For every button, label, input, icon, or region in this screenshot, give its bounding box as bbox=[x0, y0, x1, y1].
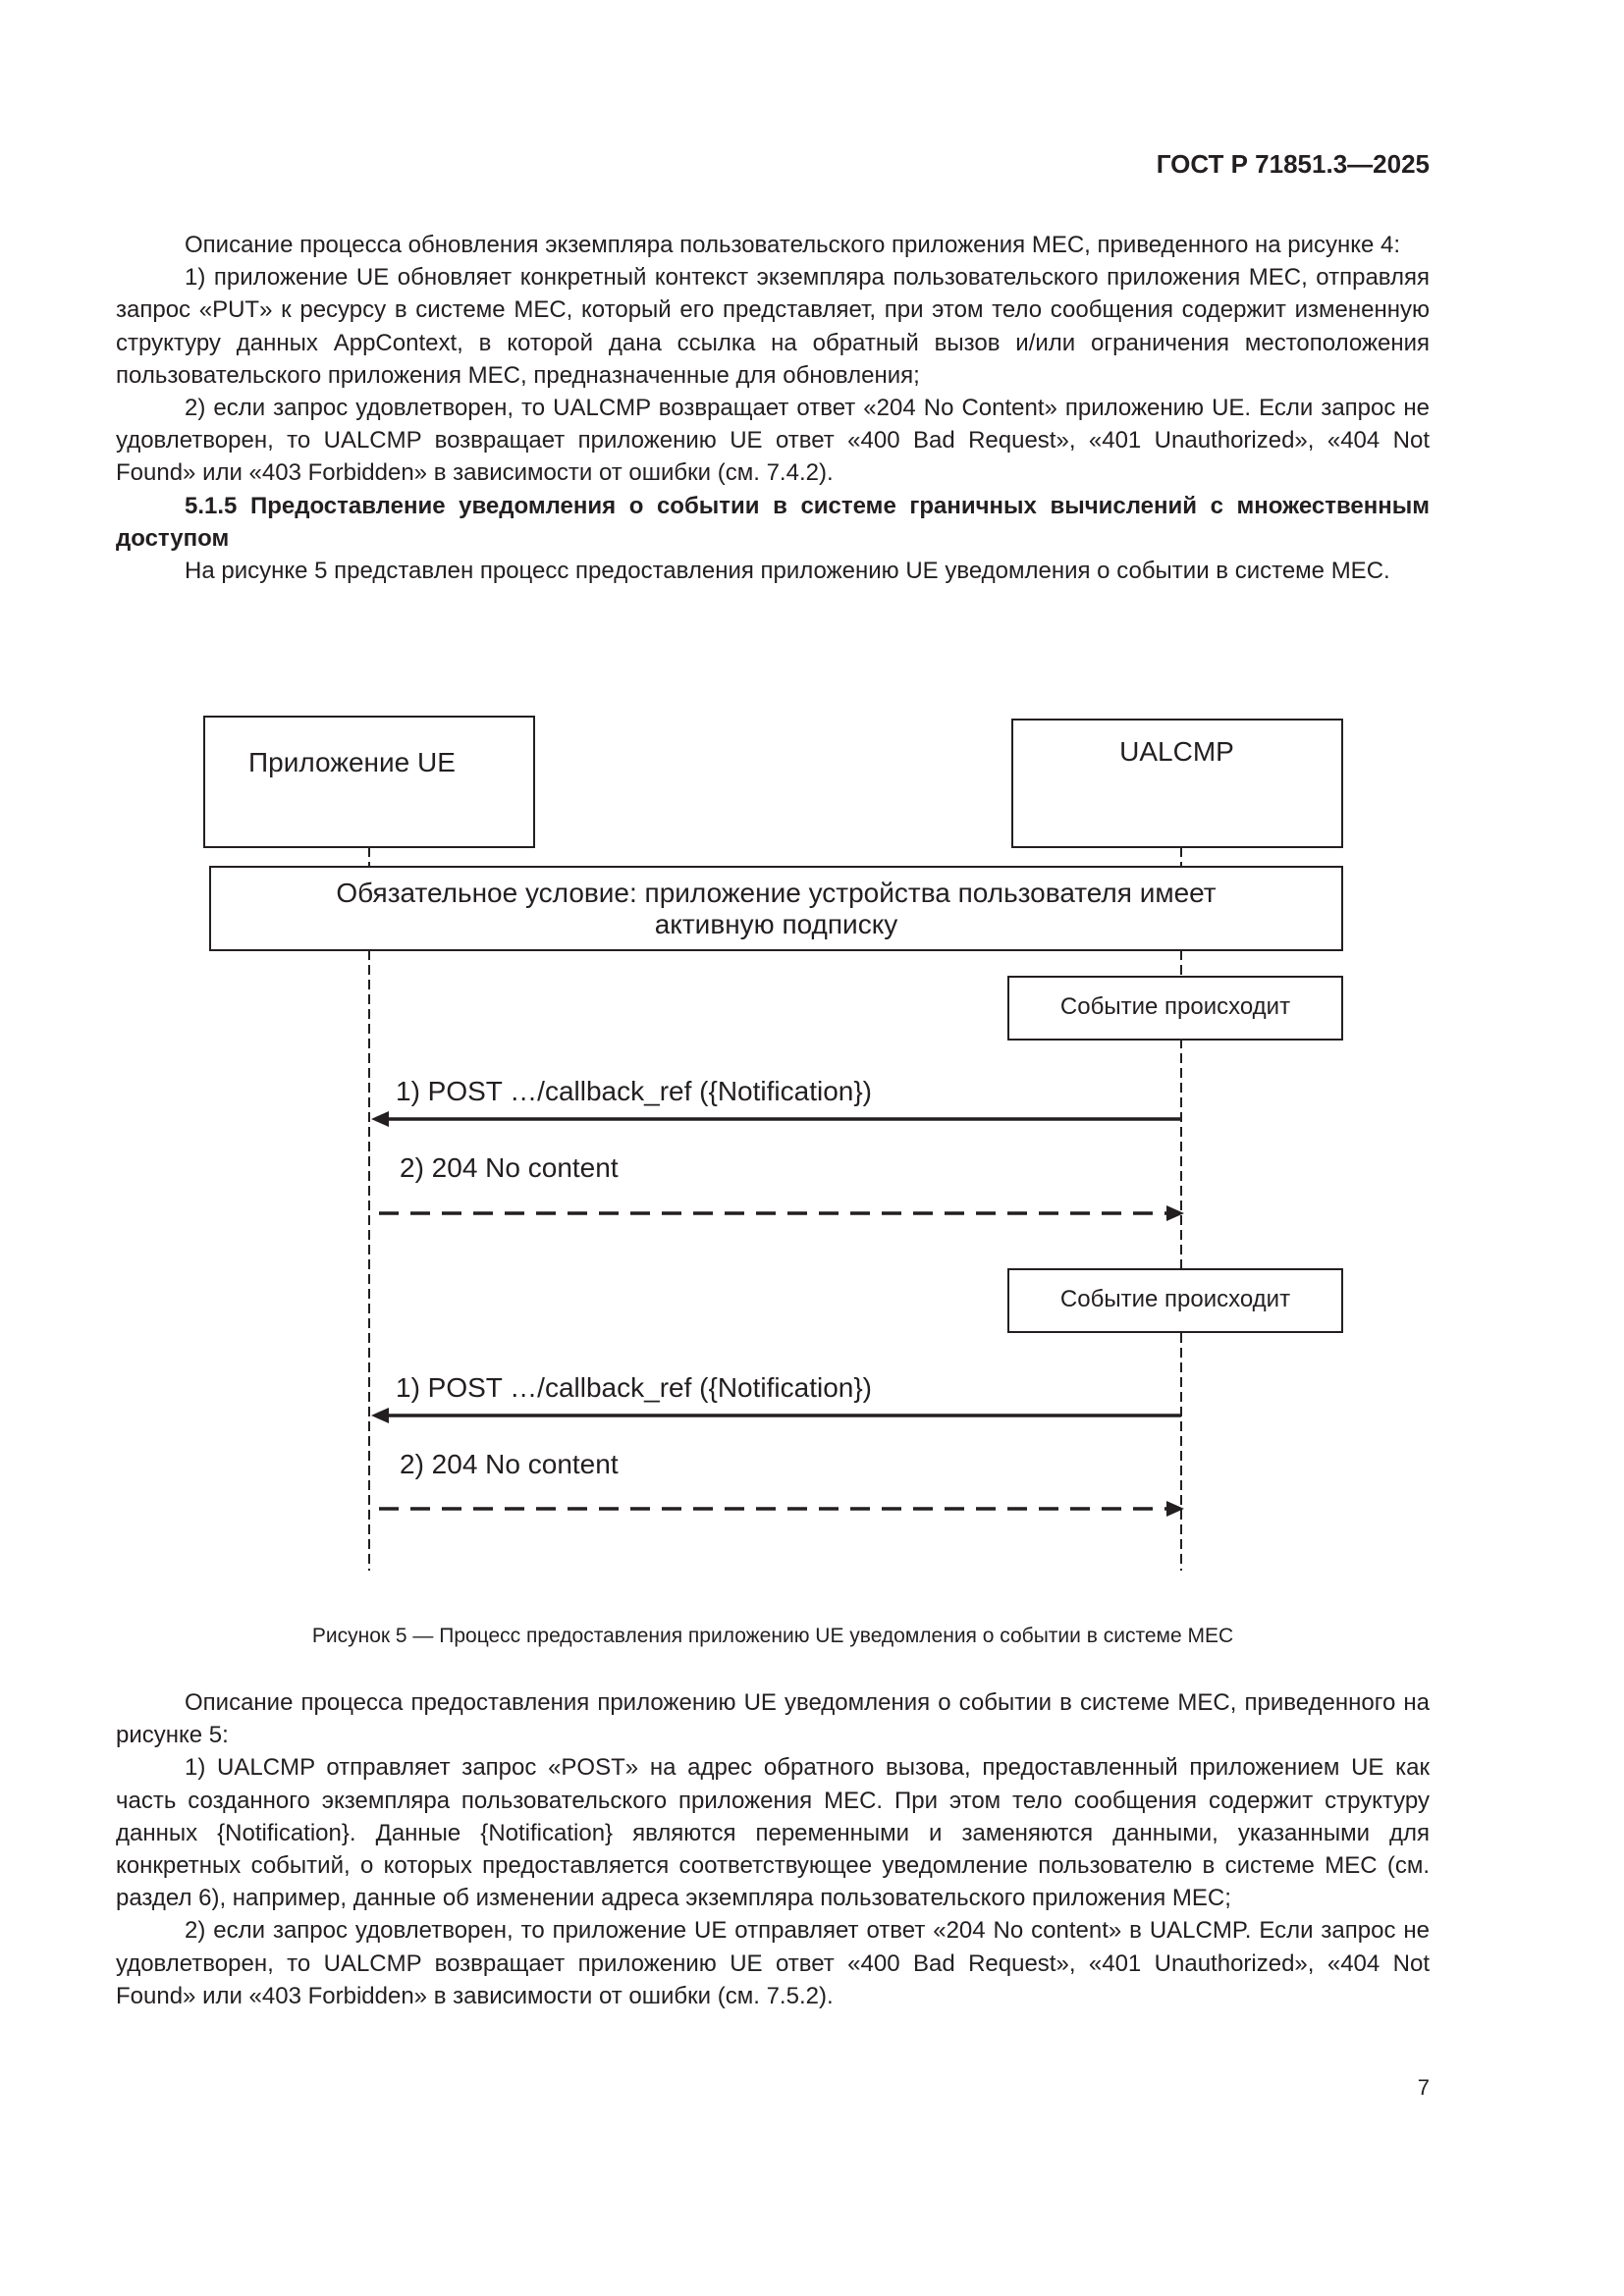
message-label: 2) 204 No content bbox=[400, 1449, 619, 1479]
message-label: 2) 204 No content bbox=[400, 1152, 619, 1183]
arrowhead-left-icon bbox=[371, 1111, 389, 1127]
message-label: 1) POST …/callback_ref ({Notification}) bbox=[396, 1076, 873, 1106]
arrowhead-left-icon bbox=[371, 1408, 389, 1423]
participant-ue-label: Приложение UE bbox=[248, 747, 456, 777]
paragraph: 1) UALCMP отправляет запрос «POST» на адрес обратного вызова, предоставленный приложением UE как часть созданного экземпляра пользовательского приложения MEC. При этом тело сообщения содержит структуру данных {Notification}. Данные {Notification} являются переменными и заменяются данными, указанными для конкретных событий, о которых предоставляется соответствующее уведомление пользователю в системе MEC (см. раздел 6), например, данные об изменении адреса экземпляра пользовательского приложения MEC; bbox=[116, 1754, 1430, 1912]
section-heading: 5.1.5 Предоставление уведомления о событии в системе граничных вычислений с множественным доступом bbox=[116, 492, 1430, 552]
message-label: 1) POST …/callback_ref ({Notification}) bbox=[396, 1372, 873, 1403]
event-box bbox=[1007, 976, 1343, 1041]
event-label: Событие происходит bbox=[1059, 1286, 1291, 1312]
participant-ue bbox=[203, 716, 535, 848]
figure-caption: Рисунок 5 — Процесс предоставления приложению UE уведомления о событии в системе MEC bbox=[311, 1625, 1234, 1647]
participant-ualcmp-label: UALCMP bbox=[1119, 736, 1234, 767]
paragraph: Описание процесса обновления экземпляра пользовательского приложения MEC, приведенного на рисунке 4: bbox=[185, 232, 1401, 258]
event-box bbox=[1007, 1268, 1343, 1333]
paragraph: 2) если запрос удовлетворен, то приложение UE отправляет ответ «204 No content» в UALCMP. Если запрос не удовлетворен, то UALCMP возвращает приложению UE ответ «400 Bad Request», «401 Unauthorized», «404 Not Found» или «403 Forbidden» в зависимости от ошибки (см. 7.5.2). bbox=[116, 1917, 1430, 2009]
precondition-line2: активную подписку bbox=[654, 909, 898, 939]
paragraph: На рисунке 5 представлен процесс предоставления приложению UE уведомления о событии в системе MEC. bbox=[185, 558, 1390, 585]
page-number: 7 bbox=[1417, 2075, 1430, 2100]
precondition-box bbox=[209, 866, 1343, 951]
paragraph: Описание процесса предоставления приложению UE уведомления о событии в системе MEC, приведенного на рисунке 5: bbox=[116, 1689, 1430, 1749]
event-label: Событие происходит bbox=[1059, 993, 1291, 1020]
document-header: ГОСТ Р 71851.3—2025 bbox=[1156, 149, 1430, 179]
participant-ualcmp bbox=[1011, 719, 1343, 848]
bottom-text-block bbox=[116, 1686, 1430, 2012]
paragraph: 1) приложение UE обновляет конкретный контекст экземпляра пользовательского приложения MEC, отправляя запрос «PUT» к ресурсу в системе MEC, который его представляет, при этом тело сообщения содержит измененную структуру данных AppContext, в которой дана ссылка на обратный вызов и/или ограничения местоположения пользовательского приложения MEC, предназначенные для обновления; bbox=[116, 264, 1430, 389]
paragraph: 2) если запрос удовлетворен, то UALCMP возвращает ответ «204 No Content» приложению UE. Если запрос не удовлетворен, то UALCMP возвращает приложению UE ответ «400 Bad Request», «401 Unauthorized», «404 Not Found» или «403 Forbidden» в зависимости от ошибки (см. 7.4.2). bbox=[116, 395, 1430, 487]
precondition-line1: Обязательное условие: приложение устройства пользователя имеет bbox=[336, 878, 1217, 908]
